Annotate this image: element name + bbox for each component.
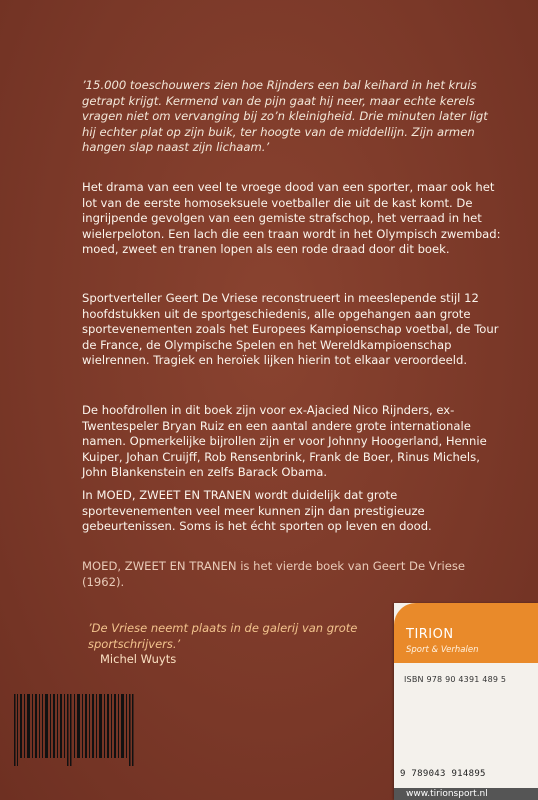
author-note: MOED, ZWEET EN TRANEN is het vierde boek van Geert De Vriese (1962). xyxy=(82,559,466,589)
blurb-paragraph: In MOED, ZWEET EN TRANEN wordt duidelijk dat grote sportevenementen veel meer kunnen zijn dan prestigieuze gebeurtenissen. Soms is het écht sporten op leven en dood. xyxy=(82,488,432,534)
review-text: ’De Vriese neemt plaats in de galerij van grote sportschrijvers.’ xyxy=(88,621,358,651)
blurb-paragraph: De hoofdrollen in dit boek zijn voor ex-Ajacied Nico Rijnders, ex-Twentespeler Bryan Ruiz en een aantal andere grote internationale namen. Opmerkelijke bijrollen zijn er voor Johnny Hoogerland, Hennie Kuiper, Johan Cruijff, Rob Rensenbrink, Frank de Boer, Rinus Michels, John Blankenstein en zelfs Barack Obama. xyxy=(82,403,487,480)
publisher-name: TIRION xyxy=(406,627,454,642)
publisher-series: Sport & Verhalen xyxy=(406,645,479,655)
barcode-number: 9 789043 914895 xyxy=(400,769,486,779)
blurb-paragraph: Sportverteller Geert De Vriese reconstrueert in meeslepende stijl 12 hoofdstukken uit de sportgeschiedenis, alle opgehangen aan grote sportevenementen zoals het Europees Kampioenschap voetbal, de Tour de France, de Olympische Spelen en het Wereldkampioenschap wielrennen. Tragiek en heroïek lijken hierin tot elkaar veroordeeld. xyxy=(82,291,499,368)
publisher-url[interactable]: www.tirionsport.nl xyxy=(394,788,538,800)
review-author: Michel Wuyts xyxy=(100,652,177,666)
review-quote xyxy=(88,621,388,668)
blurb-paragraph: Het drama van een veel te vroege dood van een sporter, maar ook het lot van de eerste homoseksuele voetballer die uit de kast komt. De ingrijpende gevolgen van een gemiste strafschop, het verraad in het wielerpeloton. Een lach die een traan wordt in het Olympisch zwembad: moed, zweet en tranen lopen als een rode draad door dit boek. xyxy=(82,180,501,257)
opening-quote: ’15.000 toeschouwers zien hoe Rijnders een bal keihard in het kruis getrapt krijgt. Kermend van de pijn gaat hij neer, maar echte kerels vragen niet om vervanging bij zo’n kleinigheid. Drie minuten later ligt hij echter plat op zijn buik, ter hoogte van de middellijn. Zijn armen hangen slap naast zijn lichaam.’ xyxy=(82,78,488,155)
barcode-icon xyxy=(14,694,134,766)
isbn-text: ISBN 978 90 4391 489 5 xyxy=(404,675,507,684)
